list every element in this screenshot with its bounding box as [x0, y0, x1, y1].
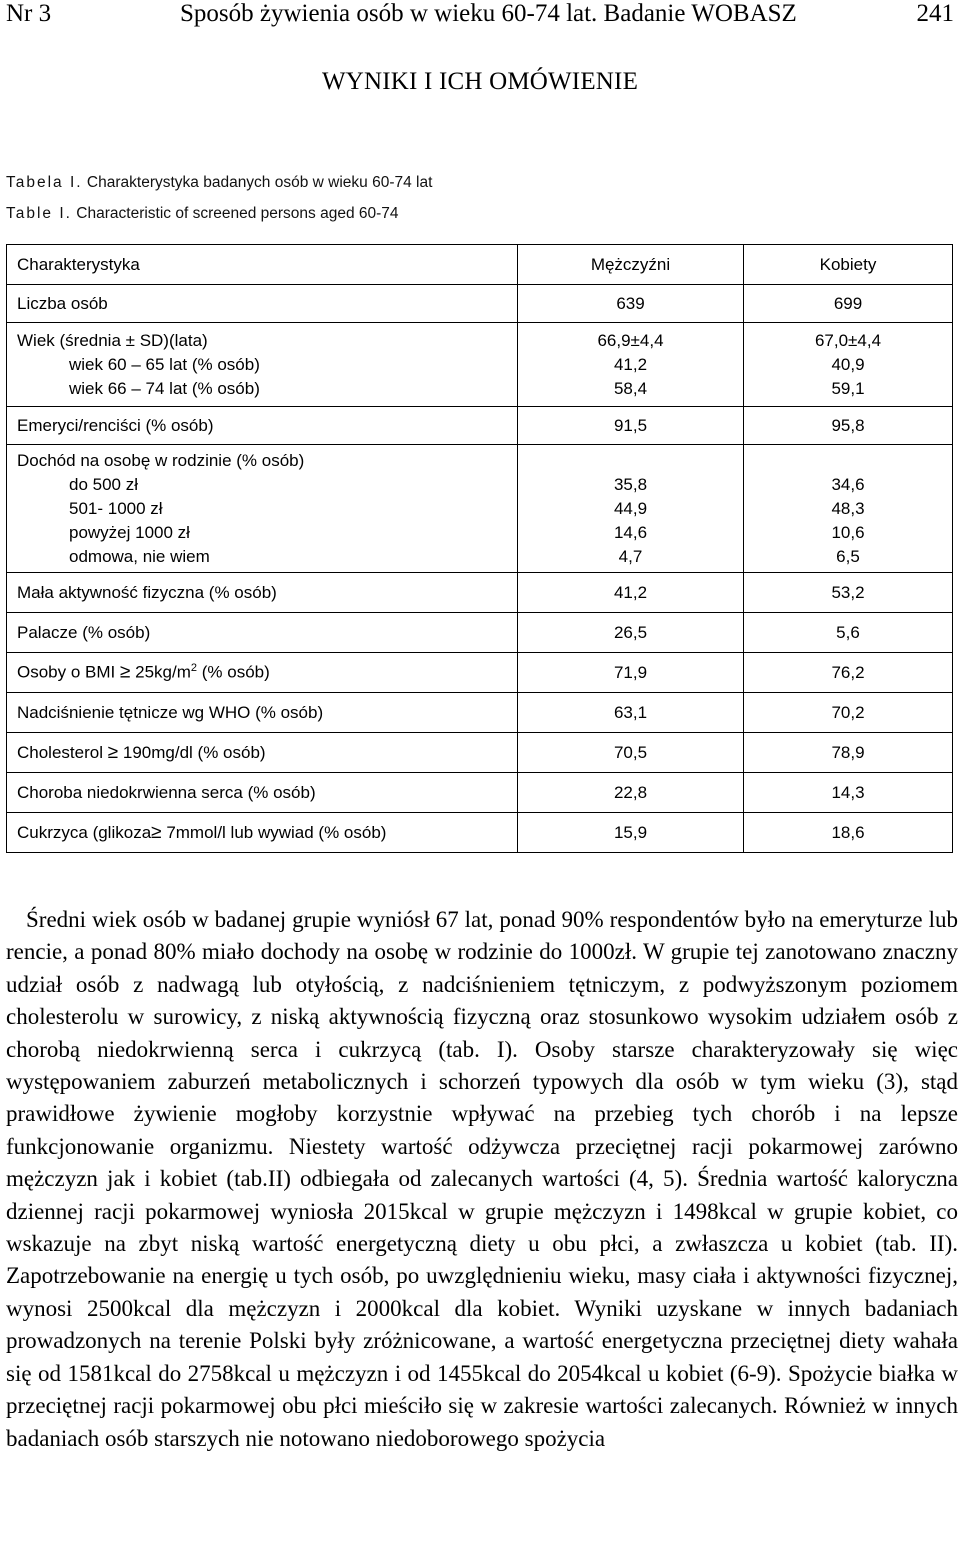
- row-sublabel: do 500 zł: [69, 474, 138, 494]
- cell-women: 48,3: [831, 498, 865, 518]
- cell-men: 14,6: [613, 522, 648, 542]
- row-sublabel: 501- 1000 zł: [69, 498, 163, 518]
- table-caption-pl: [6, 174, 432, 192]
- cell-women: 67,0±4,4: [814, 330, 882, 350]
- col-header-characteristic: Charakterystyka: [7, 245, 518, 285]
- cell-women: 10,6: [831, 522, 865, 542]
- table-row: [7, 613, 953, 653]
- cell-women: 95,8: [744, 407, 953, 445]
- table-caption-pl-label: Tabela I.: [6, 174, 83, 191]
- row-label: Liczba osób: [7, 285, 518, 323]
- table-header-row: [7, 245, 953, 285]
- cell-men: 35,8: [613, 474, 648, 494]
- cell-women: 76,2: [744, 653, 953, 693]
- row-label: Wiek (średnia ± SD)(lata): [17, 330, 208, 350]
- cell-men: 41,2: [613, 354, 648, 374]
- cell-men: 4,7: [618, 546, 643, 566]
- cell-women: 18,6: [744, 813, 953, 853]
- row-label: Palacze (% osób): [7, 613, 518, 653]
- table-row: [7, 407, 953, 445]
- cell-men: 44,9: [613, 498, 648, 518]
- greater-equal-symbol: ≥: [107, 741, 119, 763]
- table-row: [7, 733, 953, 773]
- row-label: Emeryci/renciści (% osób): [7, 407, 518, 445]
- table-row: [7, 813, 953, 853]
- running-header: [6, 0, 954, 40]
- table-row: [7, 285, 953, 323]
- table-row: [7, 773, 953, 813]
- table-caption-pl-text: Charakterystyka badanych osób w wieku 60-74 lat: [86, 174, 433, 191]
- journal-issue: Nr 3: [6, 0, 52, 27]
- cell-women: 34,6: [831, 474, 865, 494]
- row-label: Cholesterol ≥ 190mg/dl (% osób): [7, 733, 518, 773]
- row-label: Choroba niedokrwienna serca (% osób): [7, 773, 518, 813]
- cell-men: 41,2: [518, 573, 744, 613]
- row-label: Mała aktywność fizyczna (% osób): [7, 573, 518, 613]
- row-label: Nadciśnienie tętnicze wg WHO (% osób): [7, 693, 518, 733]
- greater-equal-symbol: ≥: [119, 661, 131, 683]
- cell-women: 6,5: [836, 546, 860, 566]
- table-row: [7, 323, 953, 407]
- cell-women: 78,9: [744, 733, 953, 773]
- cell-women: 40,9: [831, 354, 865, 374]
- cell-women: 5,6: [744, 613, 953, 653]
- table-row: [7, 445, 953, 573]
- row-sublabel: wiek 60 – 65 lat (% osób): [69, 354, 260, 374]
- cell-women: 70,2: [744, 693, 953, 733]
- row-sublabel: wiek 66 – 74 lat (% osób): [69, 378, 260, 398]
- table-row: [7, 693, 953, 733]
- section-title: WYNIKI I ICH OMÓWIENIE: [321, 68, 639, 95]
- cell-men: 58,4: [613, 378, 648, 398]
- col-header-women: Kobiety: [744, 245, 953, 285]
- cell-men: 639: [518, 285, 744, 323]
- row-label: Osoby o BMI ≥ $25kg/m^2$ (% osób): [7, 653, 518, 693]
- body-paragraph: Średni wiek osób w badanej grupie wyniósł 67 lat, ponad 90% respondentów było na emeryturze lub rencie, a ponad 80% miało dochody na osobę w rodzinie do 1000zł. W grupie tej zanotowano znaczny udział osób z nadwagą lub otyłością, z nadciśnieniem tętniczym, z podwyższonym poziomem cholesterolu w surowicy, z niską aktywnością fizyczną oraz stosunkowo wysokim udziałem osób z chorobą niedokrwienną serca i cukrzycą (tab. I). Osoby starsze charakteryzowały się więc występowaniem zaburzeń metabolicznych i schorzeń typowych dla osób w tym wieku (3), stąd prawidłowe żywienie mogłoby korzystnie wpływać na przebieg tych chorób i na lepsze funkcjonowanie organizmu. Niestety wartość odżywcza przeciętnej racji pokarmowej zarówno mężczyzn jak i kobiet (tab.II) odbiegała od zalecanych wartości (4, 5). Średnia wartość kaloryczna dziennej racji pokarmowej wyniosła 2015kcal w grupie mężczyzn i 1498kcal w grupie kobiet, co wskazuje na zbyt niską wartość energetyczną diety u obu płci, a zwłaszcza u kobiet (tab. II). Zapotrzebowanie na energię u tych osób, po uwzględnieniu wieku, masy ciała i aktywności fizycznej, wynosi 2500kcal dla mężczyzn i 2000kcal dla kobiet. Wyniki uzyskane w innych badaniach prowadzonych na terenie Polski były zróżnicowane, a wartość energetyczna przeciętnej diety wahała się od 1581kcal do 2758kcal u mężczyzn i od 1455kcal do 2054kcal u kobiet (6-9). Spożycie białka w przeciętnej racji pokarmowej obu płci mieściło się w zakresie wartości zalecanych. Również w innych badaniach osób starszych nie notowano niedoborowego spożycia: [6, 907, 958, 1451]
- cell-women: 59,1: [831, 378, 865, 398]
- cell-men: 15,9: [518, 813, 744, 853]
- row-label: Cukrzyca (glikoza≥ 7mmol/l lub wywiad (% osób): [7, 813, 518, 853]
- row-label: Dochód na osobę w rodzinie (% osób): [17, 450, 305, 470]
- cell-men: 63,1: [518, 693, 744, 733]
- cell-men: 70,5: [518, 733, 744, 773]
- row-sublabel: odmowa, nie wiem: [69, 546, 210, 566]
- cell-men: 22,8: [518, 773, 744, 813]
- results-discussion-text: [6, 904, 958, 1455]
- table-caption-en-label: Table I.: [6, 205, 72, 222]
- cell-men: 91,5: [518, 407, 744, 445]
- characteristics-table: [6, 244, 953, 853]
- page-number: 241: [916, 0, 954, 27]
- table-row: [7, 573, 953, 613]
- row-sublabel: powyżej 1000 zł: [69, 522, 190, 542]
- cell-men: 26,5: [518, 613, 744, 653]
- cell-women: 699: [744, 285, 953, 323]
- greater-equal-symbol: ≥: [151, 821, 162, 843]
- table-caption-en-text: Characteristic of screened persons aged 60-74: [76, 205, 399, 222]
- table-caption-en: [6, 205, 399, 223]
- running-title: Sposób żywienia osób w wieku 60-74 lat. Badanie WOBASZ: [180, 0, 797, 27]
- table-row: [7, 653, 953, 693]
- col-header-men: Mężczyźni: [518, 245, 744, 285]
- cell-women: 53,2: [744, 573, 953, 613]
- cell-men: 66,9±4,4: [597, 330, 664, 350]
- cell-women: 14,3: [744, 773, 953, 813]
- cell-men: 71,9: [518, 653, 744, 693]
